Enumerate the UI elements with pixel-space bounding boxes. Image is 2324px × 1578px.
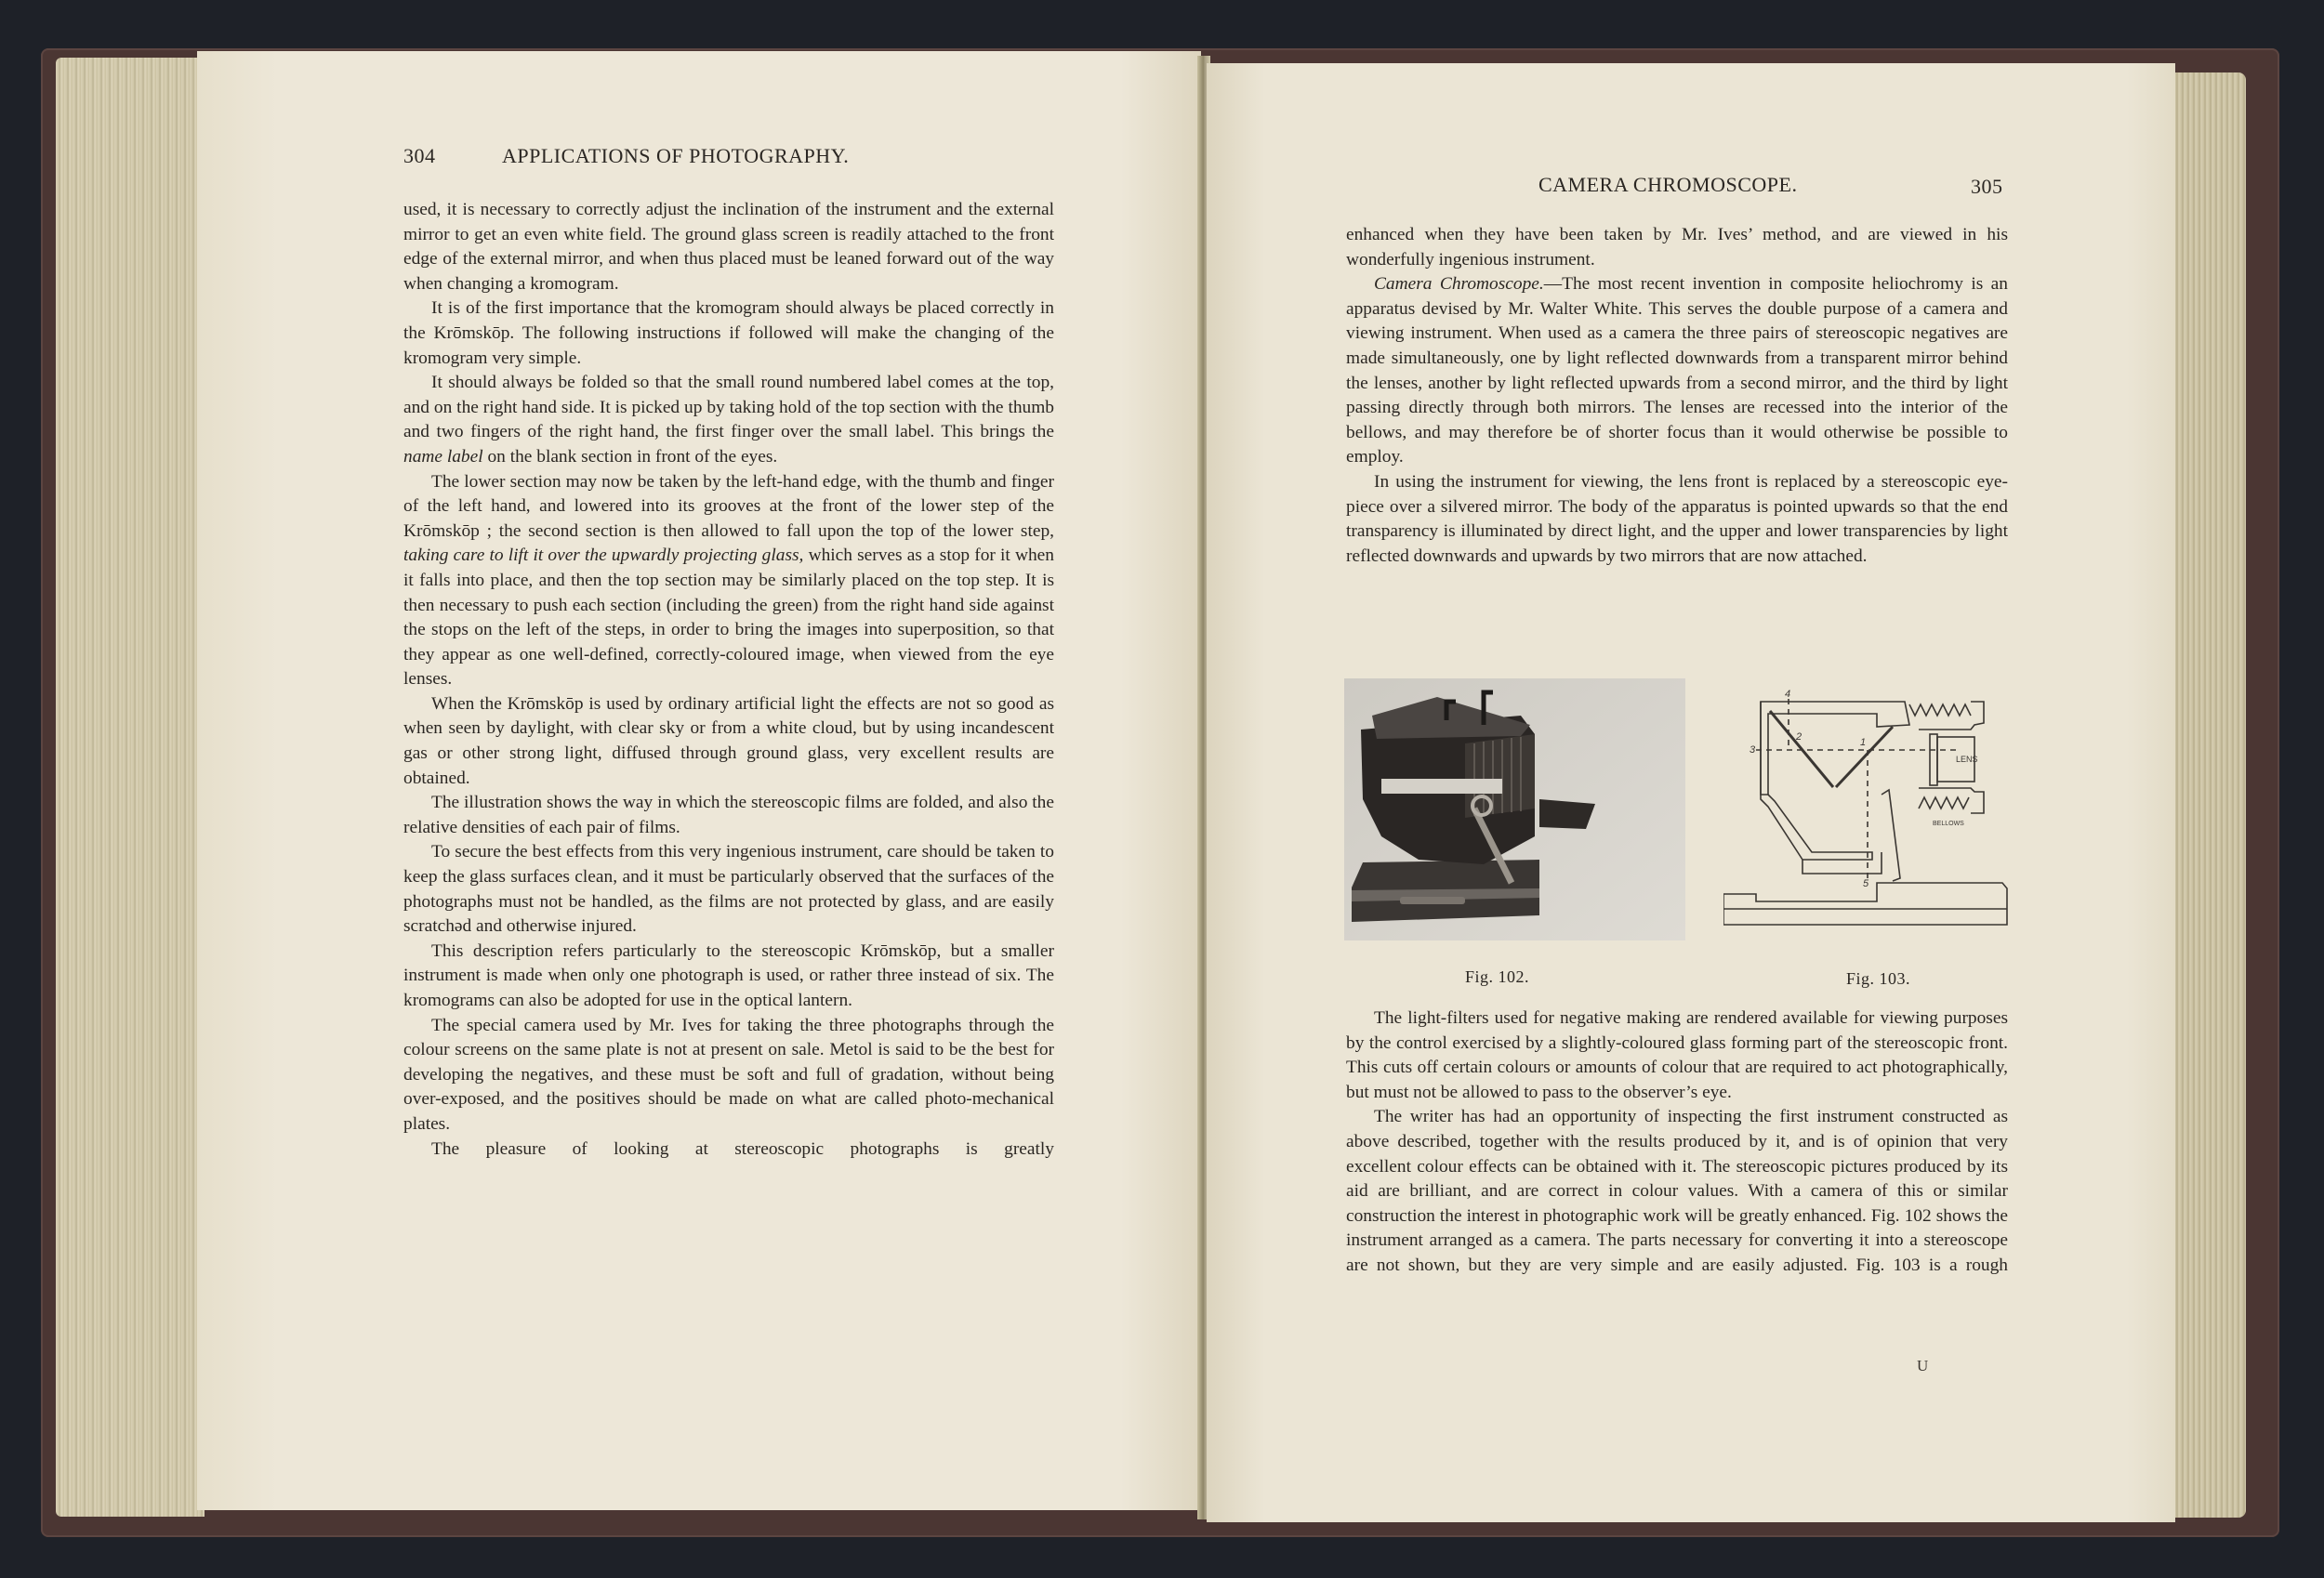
paragraph: The special camera used by Mr. Ives for taking the three photographs through the colour screens on the same plate is not at present on sale. Metol is said to be the best for developing the negatives, and these must be soft and full of gradation, without being over-exposed, and the positives should be made on what are called photo-mechanical plates. <box>403 1015 1054 1134</box>
diagram-number-1: 1 <box>1860 737 1867 748</box>
diagram-number-5: 5 <box>1863 878 1869 889</box>
paragraph: In using the instrument for viewing, the lens front is replaced by a stereoscopic eye-piece over a silvered mirror. The body of the apparatus is pointed upwards so that the end transparency is illuminated by direct light, and the upper and lower transparencies by light reflected downwards and upwards by two mirrors that are now attached. <box>1346 471 2008 566</box>
lens-mount <box>1930 734 1937 785</box>
left-page <box>197 51 1201 1510</box>
paragraph: When the Krōmskōp is used by ordinary artificial light the effects are not so good as when seen by daylight, with clear sky or from a white cloud, but by using incandescent gas or other strong light, diffused through ground glass, very excellent results are obtained. <box>403 693 1054 788</box>
diagram-number-3: 3 <box>1750 744 1756 756</box>
right-text-column-bottom <box>1346 1006 2008 1279</box>
text-run: —The most recent invention in composite heliochromy is an apparatus devised by Mr. Walter White. This serves the double purpose of a camera and viewing instrument. When used as a camera the three pairs of stereoscopic negatives are made simultaneously, one by light reflected downwards from a transparent mirror behind the lenses, another by light reflected upwards from a second mirror, and the third by light passing directly through both mirrors. The lenses are recessed into the interior of the bellows, and may therefore be of shorter focus than it would otherwise be possible to employ. <box>1346 274 2008 467</box>
paragraph <box>403 470 1054 692</box>
figures <box>1344 678 2014 1050</box>
paragraph: The light-filters used for negative making are rendered available for viewing purposes by the control exercised by a slightly-coloured glass forming part of the stereoscopic front. This cuts off certain colours or amounts of colour that are required to act photographically, but must not be allowed to pass to the observer’s eye. <box>1346 1008 2008 1102</box>
page-number-left: 304 <box>403 144 436 167</box>
text-run: It should always be folded so that the small round numbered label comes at the top, and on the right hand side. It is picked up by taking hold of the top section with the thumb and two fingers of the right hand, the first finger over the small label. This brings the <box>403 373 1054 442</box>
italic-run: taking care to lift it over the upwardly projecting glass, <box>403 546 804 566</box>
section-heading-italic: Camera Chromoscope. <box>1374 274 1544 295</box>
fig-102-caption: Fig. 102. <box>1465 967 1530 986</box>
paragraph: The writer has had an opportunity of inspecting the first instrument constructed as above described, together with the results produced by it, and is of opinion that very excellent colour effects can be obtained with it. The stereoscopic pictures produced by its aid are brilliant, and are correct in colour values. With a camera of this or similar construction the interest in photographic work will be greatly enhanced. Fig. 102 shows the instrument arranged as a camera. The parts necessary for converting it into a stereoscope are not shown, but they are very simple and are easily adjusted. Fig. 103 is a rough <box>1346 1107 2008 1275</box>
left-page-edges <box>56 58 205 1517</box>
text-run: on the blank section in front of the eyes. <box>482 446 778 467</box>
text-run: The lower section may now be taken by the left-hand edge, with the thumb and finger of the left hand, and lowered into its grooves at the front of the lower step of the Krōmskōp ; the second section is then allowed to fall upon the top of the lower step, <box>403 471 1054 541</box>
bellows-bottom <box>1919 797 1969 809</box>
fig-102-photo <box>1344 678 1685 940</box>
paragraph: To secure the best effects from this very ingenious instrument, care should be taken to keep the glass surfaces clean, and it must be particularly observed that the surfaces of the photographs must not be handled, as the films are not protected by glass, and are easily scratchəd and otherwise injured. <box>403 842 1054 937</box>
diagram-outer-frame <box>1761 702 1909 795</box>
left-text-column <box>403 198 1054 1162</box>
paragraph: This description refers particularly to the stereoscopic Krōmskōp, but a smaller instrument is made when only one photograph is used, or rather three instead of six. The kromograms can also be adopted for use in the optical lantern. <box>403 940 1054 1010</box>
mirror-2 <box>1770 711 1833 787</box>
running-head-right: CAMERA CHROMOSCOPE. <box>1538 173 1798 196</box>
paragraph: It is of the first importance that the kromogram should always be placed correctly in the Krōmskōp. The following instructions if followed will make the changing of the kromogram very simple. <box>403 298 1054 368</box>
right-page-edges <box>2173 72 2246 1518</box>
right-page <box>1207 63 2175 1522</box>
mirror-1 <box>1836 727 1893 787</box>
fig-103-caption: Fig. 103. <box>1846 969 1911 988</box>
paragraph: used, it is necessary to correctly adjust the inclination of the instrument and the external mirror to get an even white field. The ground glass screen is readily attached to the front edge of the external mirror, and when thus placed must be leaned forward out of the way when changing a kromogram. <box>403 200 1054 294</box>
right-text-column-top <box>1346 223 2008 569</box>
fig-103-diagram <box>1723 678 2014 940</box>
text-run: which serves as a stop for it when it falls into place, and then the top section may be similarly placed on the top step. It is then necessary to push each section (including the green) from the right hand side against the stops on the left of the steps, in order to bring the images into superposition, so that they appear as one well-defined, correctly-coloured image, when viewed from the eye lenses. <box>403 546 1054 690</box>
diagram-number-4: 4 <box>1785 689 1791 700</box>
diagram-number-2: 2 <box>1796 731 1802 743</box>
page-number-right: 305 <box>1971 175 2003 198</box>
camera-photo-illustration <box>1344 678 1685 940</box>
paragraph: The illustration shows the way in which the stereoscopic films are folded, and also the relative densities of each pair of films. <box>403 793 1054 837</box>
signature-mark: U <box>1917 1357 1929 1374</box>
paragraph: The pleasure of looking at stereoscopic photographs is greatly <box>431 1138 1054 1159</box>
paragraph <box>403 371 1054 469</box>
bellows-top <box>1909 704 1971 716</box>
paragraph <box>1346 272 2008 470</box>
lens-label: LENS <box>1956 755 1978 764</box>
italic-run: name label <box>403 446 483 467</box>
bellows-label: BELLOWS <box>1933 821 1964 827</box>
paragraph: enhanced when they have been taken by Mr. Ives’ method, and are viewed in his wonderfully ingenious instrument. <box>1346 225 2008 270</box>
running-head-left: APPLICATIONS OF PHOTOGRAPHY. <box>502 144 850 167</box>
